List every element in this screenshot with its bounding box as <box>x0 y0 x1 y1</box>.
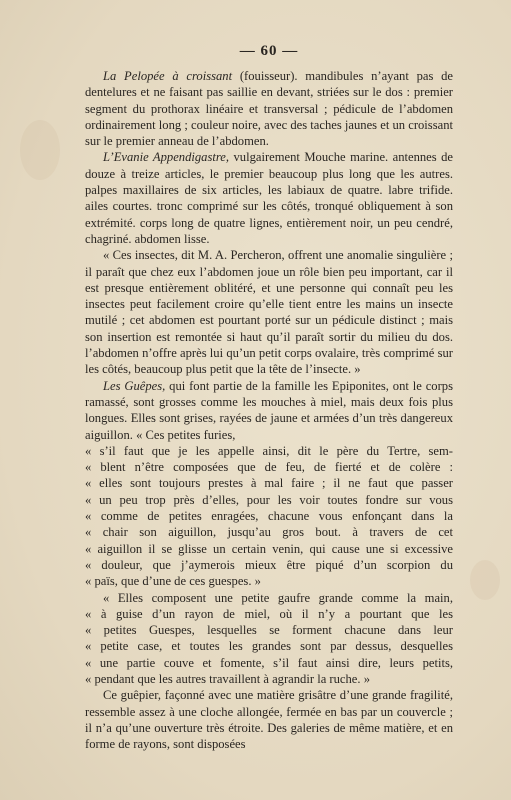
paragraph-lead: Les Guêpes, <box>103 378 166 393</box>
paragraph-percheron-quote <box>85 247 453 377</box>
paper-stain <box>20 120 60 180</box>
paragraph-pelopee <box>85 68 453 149</box>
paragraph-guepier: Ce guêpier, façonné avec une matière grisâtre d’une grande fragilité, ressemble assez à une cloche allongée, fermée en bas par un couvercle ; il n’a qu’une ouverture très étroite. Des galeries de même matière, et en forme de rayons, sont disposées <box>85 688 453 752</box>
quote-line: « païs, que d’une de ces guespes. » <box>85 574 261 589</box>
book-page <box>85 40 453 780</box>
quote-line: « Elles composent une petite gaufre grande comme la main, <box>103 590 453 605</box>
paragraph-text: vulgairement Mouche marine. antennes de douze à treize articles, le premier beaucoup plus long que les autres. palpes maxillaires de six articles, les labiaux de quatre. labre trifide. ailes courtes. tronc comprimé sur les côtés, tronqué obliquement à son extrémité. corps long de quatre lignes, entièrement noir, un peu cendré, chagriné. abdomen lisse. <box>85 150 453 246</box>
quote-line: « elles sont toujours prestes à mal faire ; il ne faut que passer <box>85 476 453 491</box>
paragraph-text: qui font partie de la famille les Epiponites, ont le corps ramassé, sont grosses comme les mouches à miel, mais deux fois plus longues. Elles sont grises, rayées de jaune et armées d’un très dangereux aiguillon. « Ces petites furies, <box>85 378 453 442</box>
quote-line: « petites Guespes, lesquelles se forment chacune dans leur <box>85 623 453 638</box>
quote-line: « pendant que les autres travaillent à agrandir la ruche. » <box>85 671 370 686</box>
paragraph-lead: La Pelopée à croissant <box>103 69 233 83</box>
quote-block-gaufre-continued <box>85 606 453 687</box>
quote-line: « petite case, et toutes les grandes sont par dessus, desquelles <box>85 639 453 654</box>
paragraph-text: (fouisseur). mandibules n’ayant pas de dentelures et ne faisant pas saillie en devant, striées sur le dos : premier segment du prothorax linéaire et transversal ; pédicule de l’abdomen ordinairement long ; couleur noire, avec des taches jaunes et un croissant sur le premier anneau de l’abdomen. <box>85 69 453 149</box>
quote-line: « un peu trop près d’elles, pour les voir toutes fondre sur vous <box>85 492 453 507</box>
paper-stain <box>470 560 500 600</box>
quote-line: « à guise d’un rayon de miel, où il n’y a pourtant que les <box>85 606 453 621</box>
paragraph-text: « Ces insectes, dit M. A. Percheron, offrent une anomalie singulière ; il paraît que chez eux l’abdomen joue un rôle bien peu important, car il est presque entièrement oblitéré, et une personne qui connaît peu les insectes peut facilement croire qu’elle tient entre les mains un insecte mutilé ; cet abdomen est pourtant porté sur un pédicule distinct ; mais son insertion est remontée si haut qu’il paraît sortir du milieu du dos. l’abdomen n’offre après lui qu’un petit corps ovalaire, très comprimé sur les côtés, beaucoup plus petit que la tête de l’insecte. » <box>85 248 453 377</box>
quote-line: « chair son aiguillon, jusqu’au gros bout. à travers de cet <box>85 525 453 540</box>
page-number: — 60 — <box>239 43 299 59</box>
paragraph-evanie <box>85 149 453 247</box>
quote-line: « une partie couve et fomente, s’il faut ainsi dire, leurs petits, <box>85 655 453 670</box>
quote-block-du-tertre <box>85 443 453 590</box>
quote-line: « comme de petites enragées, chacune vous enfonçant dans la <box>85 509 453 524</box>
quote-line: « s’il faut que je les appelle ainsi, dit le père du Tertre, sem- <box>85 443 453 458</box>
quote-line: « douleur, que j’aymerois mieux être piqué d’un scorpion du <box>85 557 453 572</box>
quote-line: « blent n’être composées que de feu, de fierté et de colère : <box>85 460 453 475</box>
quote-line: « aiguillon il se glisse un certain venin, qui cause une si excessive <box>85 541 453 556</box>
paragraph-lead: L’Evanie Appendigastre, <box>103 150 230 165</box>
quote-block-gaufre <box>85 590 453 606</box>
paragraph-guepes <box>85 378 453 443</box>
